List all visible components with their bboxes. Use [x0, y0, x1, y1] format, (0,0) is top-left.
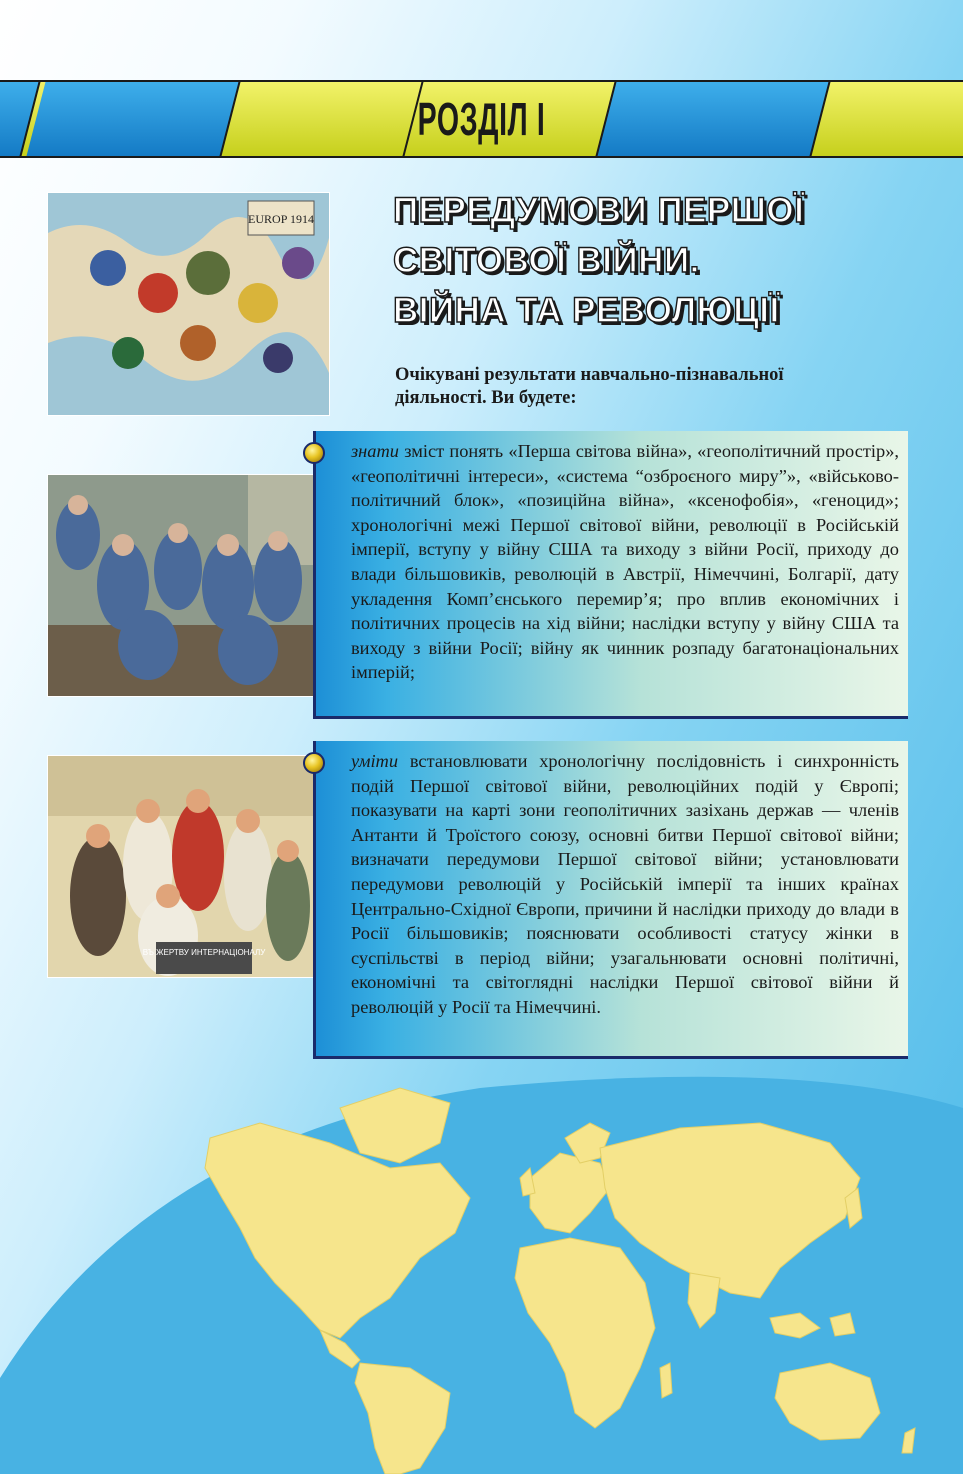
outcome-keyword: уміти	[351, 751, 399, 771]
propaganda-poster-image	[47, 755, 315, 978]
outcome-box-skills	[313, 741, 908, 1059]
bullet-icon	[303, 752, 325, 774]
poster-banner-text: ВЪ ЖЕРТВУ ИНТЕРНАЦІОНАЛУ	[142, 948, 266, 957]
outcome-text	[351, 439, 899, 685]
chapter-title-line: СВІТОВОЇ ВІЙНИ.	[393, 241, 700, 280]
poster-caption: EUROP 1914	[248, 212, 314, 226]
world-map-globe	[0, 1068, 963, 1474]
satirical-europe-map-image	[47, 192, 330, 416]
soldiers-photo-image	[47, 474, 315, 697]
outcome-body: встановлювати хронологічну послідовність і синхронність подій Першої світової війни, революційних подій у Європі; показувати на карті зони геополітичних зазіхань держав — членів Антанти й Троїстого союзу, основні битви Першої світової війни; визначати передумови Першої світової війни; установлювати передумови революцій у Російській імперії та інших країнах Центрально-Східної Європи, причини й наслідки приходу до влади в Росії більшовиків; пояснювати особливості статусу жінки в суспільстві в період війни; узагальнювати основні політичні, економічні та світоглядні наслідки Першої світової війни й революцій у Росії та Німеччині.	[351, 751, 899, 1017]
chapter-title	[393, 186, 913, 336]
outcomes-intro: Очікувані результати навчально-пізнавальної діяльності. Ви будете:	[395, 365, 784, 408]
outcome-keyword: знати	[351, 441, 399, 461]
chapter-title-line: ПЕРЕДУМОВИ ПЕРШОЇ	[393, 191, 805, 230]
chapter-label: РОЗДІЛ І	[417, 93, 546, 145]
chapter-title-line: ВІЙНА ТА РЕВОЛЮЦІЇ	[393, 291, 780, 330]
outcome-box-know	[313, 431, 908, 719]
outcome-text	[351, 749, 899, 1020]
outcome-body: зміст понять «Перша світова війна», «геополітичний простір», «геополітичні інтереси», «система “озброєного миру”», «військово-політичний блок», «позиційна війна», «ксенофобія», «геноцид»; хронологічні межі Першої світової війни, революції в Російській імперії, вступу у війну США та виходу з війни Росії, приходу до влади більшовиків, революцій в Австрії, Німеччині, Болгарії, дату укладення Комп’єнського перемир’я; про вплив економічних і політичних процесів на хід війни; наслідки вступу у війну США та виходу з війни Росії; війну як чинник розпаду багатонаціональних імперій;	[351, 441, 899, 683]
bullet-icon	[303, 442, 325, 464]
